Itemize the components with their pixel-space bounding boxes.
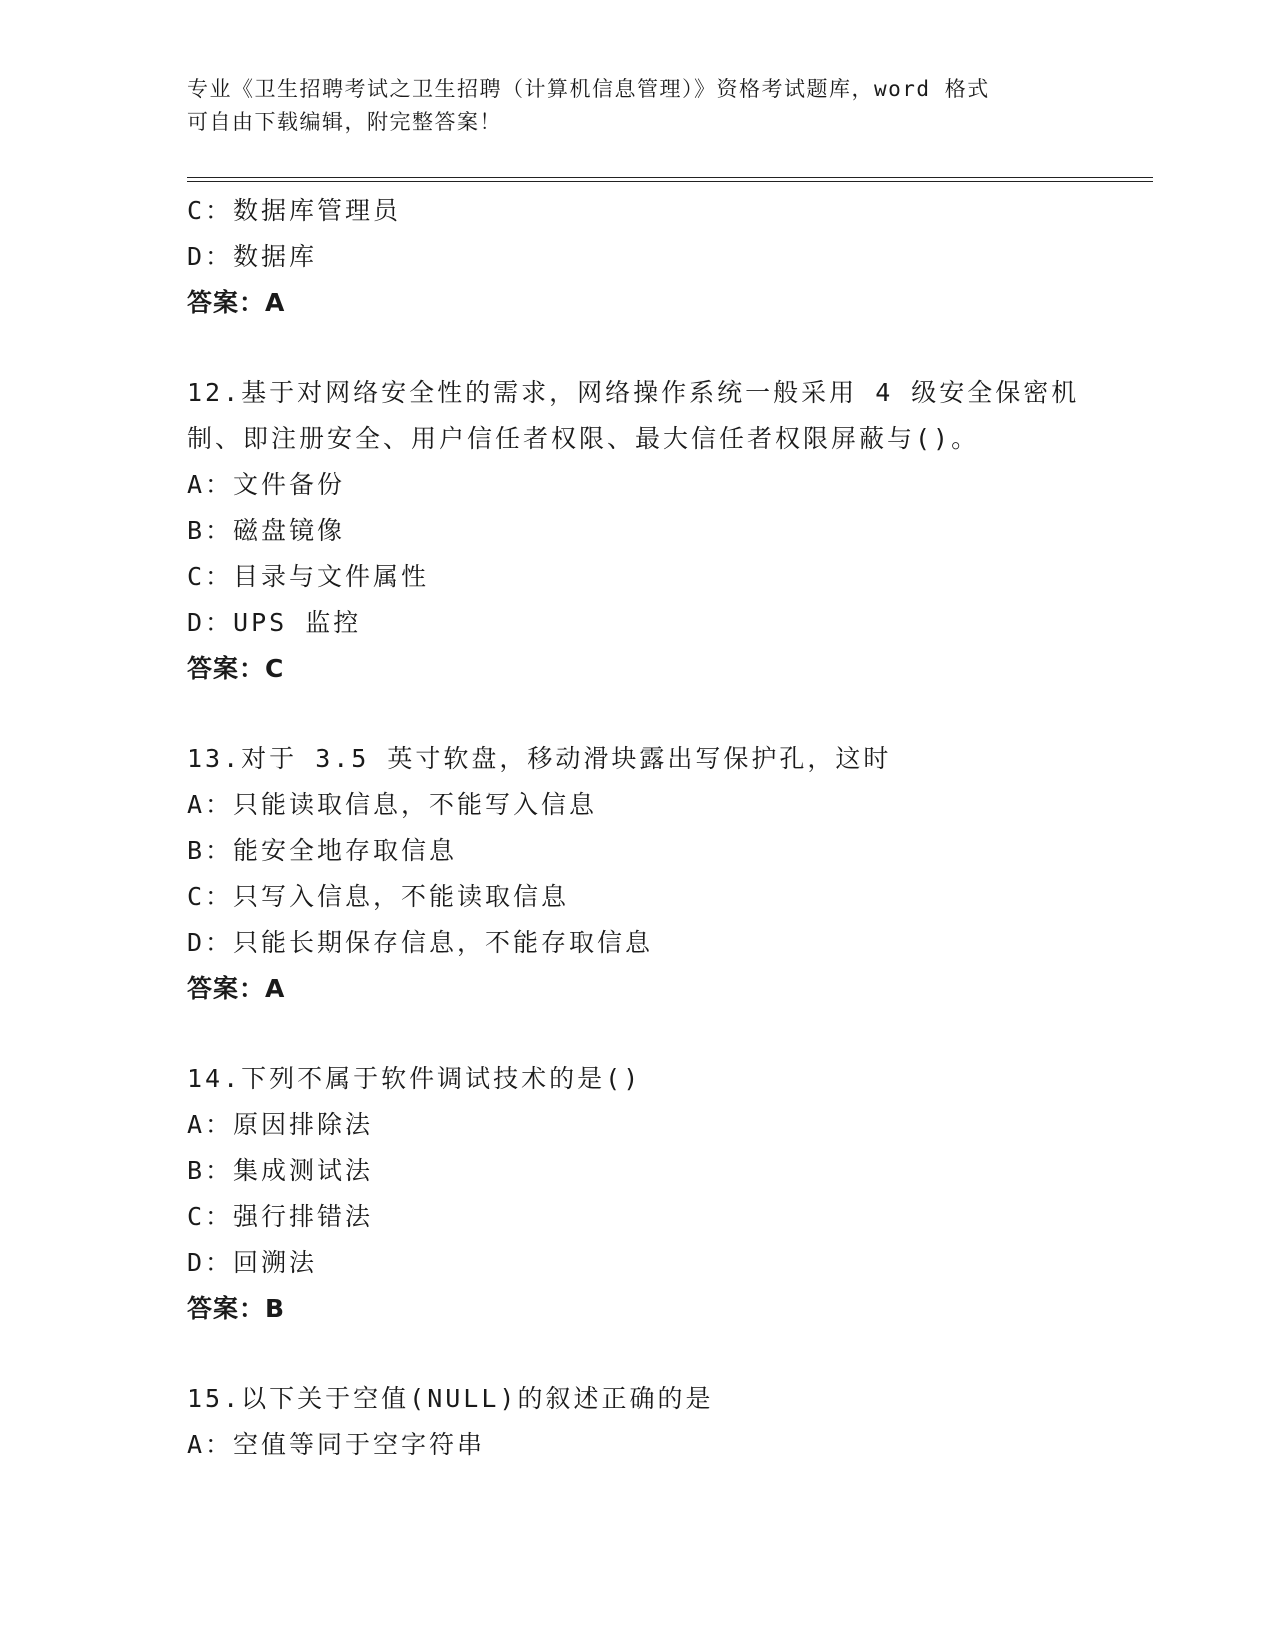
option-d: D：数据库 bbox=[187, 242, 318, 271]
answer-line: 答案：A bbox=[187, 974, 286, 1003]
question-stem-line: 14.下列不属于软件调试技术的是() bbox=[187, 1064, 642, 1093]
option-c: C：强行排错法 bbox=[187, 1202, 374, 1231]
option-c: C：只写入信息，不能读取信息 bbox=[187, 882, 570, 911]
header-rule-bottom bbox=[187, 181, 1153, 182]
question-15 bbox=[187, 1376, 1153, 1468]
question-stem-line: 12.基于对网络安全性的需求，网络操作系统一般采用 4 级安全保密机 bbox=[187, 378, 1080, 407]
answer-line: 答案：A bbox=[187, 288, 286, 317]
question-11-continued bbox=[187, 188, 1153, 326]
option-a: A：原因排除法 bbox=[187, 1110, 374, 1139]
option-c: C：数据库管理员 bbox=[187, 196, 402, 225]
answer-line: 答案：B bbox=[187, 1294, 286, 1323]
spacer bbox=[187, 692, 1153, 736]
header-rule-top bbox=[187, 177, 1153, 178]
answer-line: 答案：C bbox=[187, 654, 285, 683]
option-d: D：UPS 监控 bbox=[187, 608, 362, 637]
option-b: B：磁盘镜像 bbox=[187, 516, 346, 545]
option-b: B：集成测试法 bbox=[187, 1156, 374, 1185]
question-12 bbox=[187, 370, 1153, 692]
option-a: A：文件备份 bbox=[187, 470, 346, 499]
option-b: B：能安全地存取信息 bbox=[187, 836, 458, 865]
question-14 bbox=[187, 1056, 1153, 1332]
question-content bbox=[187, 188, 1153, 1468]
option-c: C：目录与文件属性 bbox=[187, 562, 430, 591]
spacer bbox=[187, 326, 1153, 370]
question-stem-line: 15.以下关于空值(NULL)的叙述正确的是 bbox=[187, 1384, 714, 1413]
option-a: A：只能读取信息，不能写入信息 bbox=[187, 790, 598, 819]
question-13 bbox=[187, 736, 1153, 1012]
document-header bbox=[187, 73, 1077, 139]
option-a: A：空值等同于空字符串 bbox=[187, 1430, 486, 1459]
spacer bbox=[187, 1012, 1153, 1056]
question-stem-line: 制、即注册安全、用户信任者权限、最大信任者权限屏蔽与()。 bbox=[187, 424, 980, 453]
option-d: D：只能长期保存信息，不能存取信息 bbox=[187, 928, 654, 957]
header-line-1: 专业《卫生招聘考试之卫生招聘（计算机信息管理）》资格考试题库，word 格式 bbox=[187, 77, 990, 101]
spacer bbox=[187, 1332, 1153, 1376]
option-d: D：回溯法 bbox=[187, 1248, 318, 1277]
question-stem-line: 13.对于 3.5 英寸软盘，移动滑块露出写保护孔，这时 bbox=[187, 744, 892, 773]
header-line-2: 可自由下载编辑，附完整答案！ bbox=[187, 110, 502, 134]
